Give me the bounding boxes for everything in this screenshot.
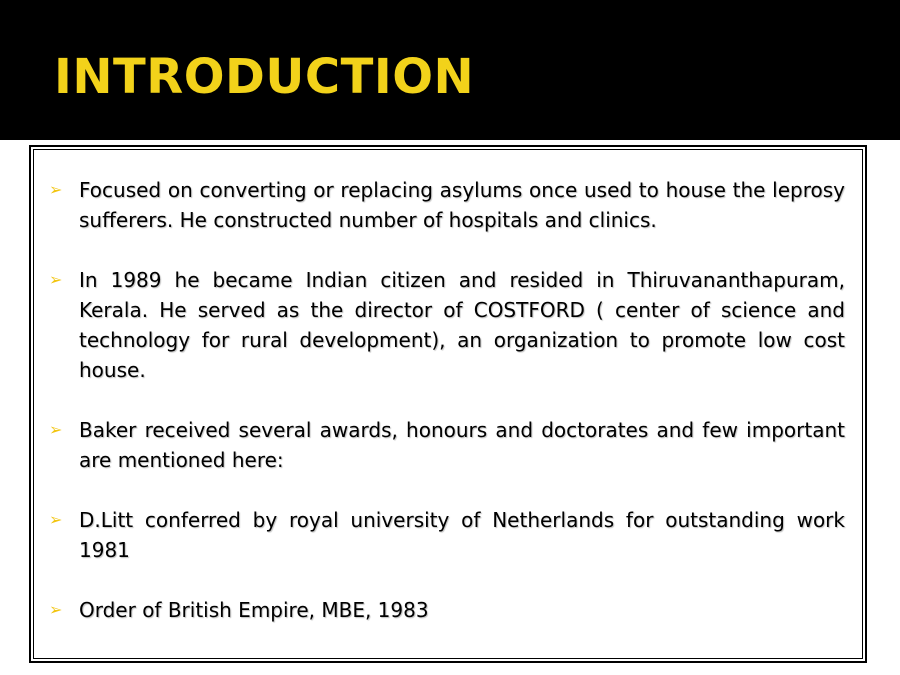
bullet-text: Focused on converting or replacing asylums once used to house the leprosy sufferers. He constructed number of hospitals and clinics. [79, 178, 845, 232]
arrowhead-bullet-icon: ➢ [49, 600, 63, 619]
bullet-list [49, 175, 845, 655]
bullet-item-leprosy-hospitals [49, 175, 845, 235]
bullet-text: In 1989 he became Indian citizen and resided in Thiruvananthapuram, Kerala. He served as the director of COSTFORD ( center of science and technology for rural development), an organization to promote low cost house. [79, 268, 845, 382]
bullet-item-indian-citizen-costford [49, 265, 845, 385]
bullet-item-awards [49, 415, 845, 475]
arrowhead-bullet-icon: ➢ [49, 420, 63, 439]
arrowhead-bullet-icon: ➢ [49, 180, 63, 199]
bullet-text: Baker received several awards, honours and doctorates and few important are mentioned here: [79, 418, 845, 472]
bullet-item-dlitt-netherlands [49, 505, 845, 565]
bullet-text: D.Litt conferred by royal university of Netherlands for outstanding work 1981 [79, 508, 845, 562]
slide-title: INTRODUCTION [54, 49, 475, 105]
bullet-text: Order of British Empire, MBE, 1983 [79, 598, 429, 622]
bullet-item-mbe [49, 595, 845, 625]
arrowhead-bullet-icon: ➢ [49, 510, 63, 529]
arrowhead-bullet-icon: ➢ [49, 270, 63, 289]
